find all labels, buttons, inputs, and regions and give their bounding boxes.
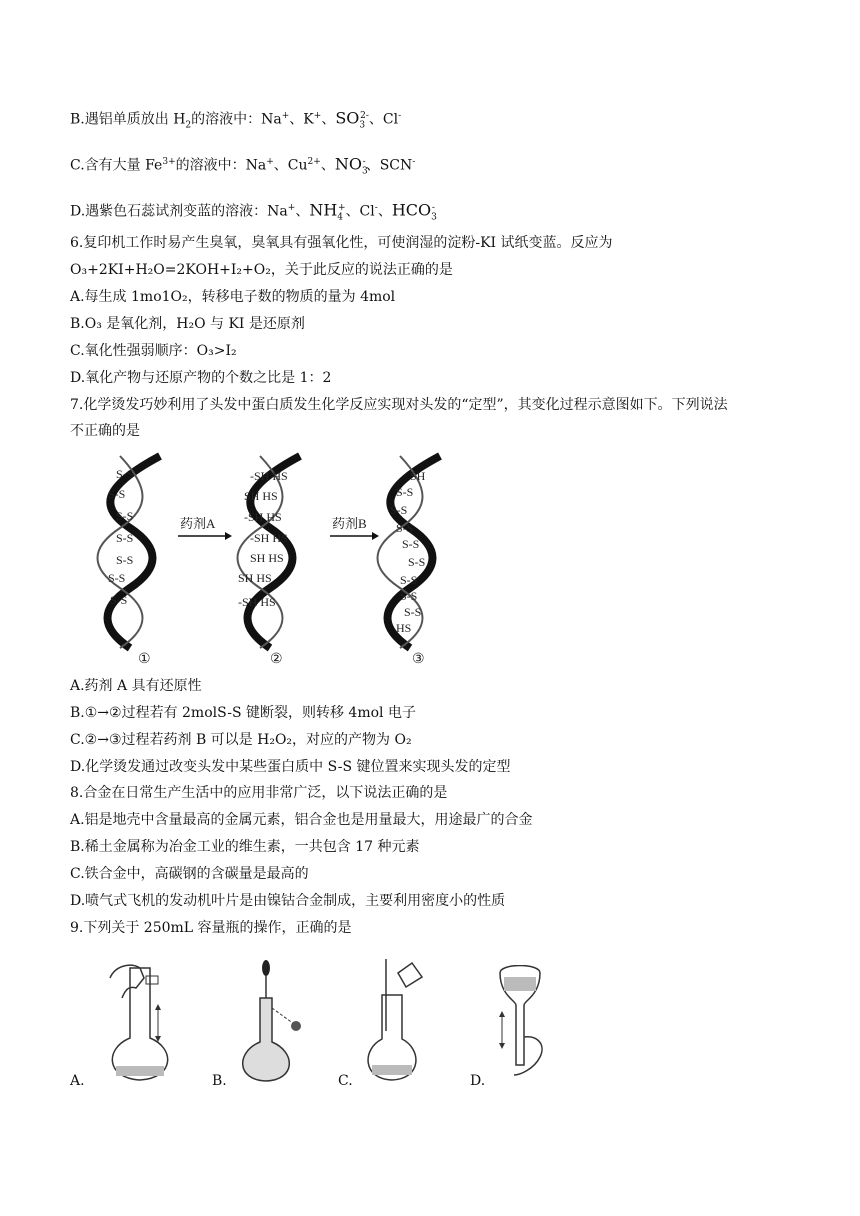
q6-option-b: B.O₃ 是氧化剂，H₂O 与 KI 是还原剂 [70, 316, 305, 332]
q6-option-d: D.氧化产物与还原产物的个数之比是 1：2 [70, 370, 332, 386]
svg-text:S-S: S-S [110, 593, 128, 607]
svg-text:S-S: S-S [116, 509, 134, 523]
svg-text:S-S: S-S [402, 537, 420, 551]
q6-option-a: A.每生成 1mo1O₂，转移电子数的物质的量为 4mol [70, 289, 396, 305]
q5-option-b: B.遇铝单质放出 $H_2$的溶液中：Na+、K+、$SO_3^{2-}$、Cl- [70, 108, 402, 131]
svg-text:S-S: S-S [396, 521, 414, 535]
svg-text:S-S: S-S [116, 531, 134, 545]
flask-option-b-image [236, 958, 316, 1084]
q7-stem-line2: 不正确的是 [70, 423, 140, 439]
agent-b-label: 药剂B [332, 516, 367, 531]
svg-text:HS: HS [396, 621, 412, 635]
q6-stem-line1: 6.复印机工作时易产生臭氧，臭氧具有强氧化性，可使润湿的淀粉-KI 试纸变蓝。反应为 [70, 235, 613, 251]
svg-text:-SH HS: -SH HS [250, 469, 288, 483]
q9-option-d-label: D. [470, 1073, 486, 1089]
q8-option-d: D.喷气式飞机的发动机叶片是由镍钴合金制成，主要利用密度小的性质 [70, 893, 506, 909]
svg-text:S-S: S-S [108, 571, 126, 585]
svg-text:S-S: S-S [408, 555, 426, 569]
svg-text:SH HS: SH HS [244, 489, 278, 503]
svg-text:S-S: S-S [400, 573, 418, 587]
q7-stem-line1: 7.化学烫发巧妙利用了头发中蛋白质发生化学反应实现对头发的“定型”，其变化过程示意图如下。下列说法 [70, 397, 728, 413]
svg-text:S-S: S-S [400, 589, 418, 603]
svg-text:SH HS: SH HS [238, 571, 272, 585]
q8-option-a: A.铝是地壳中含量最高的金属元素，铝合金也是用量最大，用途最广的合金 [70, 812, 533, 828]
svg-text:S-S: S-S [116, 553, 134, 567]
figure-label-3: ③ [412, 652, 425, 667]
q7-option-c: C.②→③过程若药剂 B 可以是 H₂O₂，对应的产物为 O₂ [70, 732, 412, 748]
agent-a-label: 药剂A [180, 516, 216, 531]
q6-option-c: C.氧化性强弱顺序：O₃>I₂ [70, 343, 237, 359]
q5-option-d: D.遇紫色石蕊试剂变蓝的溶液：Na+、$NH_4^+$、Cl-、$HCO_3^-$ [70, 200, 437, 223]
q9-option-a-label: A. [70, 1073, 85, 1089]
svg-text:S-S: S-S [116, 467, 134, 481]
flask-option-c-image [362, 955, 442, 1083]
helix-2 [238, 456, 301, 648]
q8-option-c: C.铁合金中，高碳钢的含碳量是最高的 [70, 866, 309, 882]
q6-stem-line2: O₃+2KI+H₂O=2KOH+I₂+O₂，关于此反应的说法正确的是 [70, 262, 453, 278]
svg-text:SH: SH [410, 469, 426, 483]
svg-text:S-S: S-S [108, 487, 126, 501]
q5-option-c: C.含有大量 $Fe^{3+}$的溶液中：Na+、$Cu^{2+}$、$NO_3^-$、SCN- [70, 154, 416, 177]
hair-perm-diagram [80, 448, 490, 670]
helix-1 [98, 456, 161, 648]
flask-option-a-image [100, 958, 180, 1084]
q9-option-b-label: B. [212, 1073, 227, 1089]
svg-text:S-S: S-S [396, 485, 414, 499]
q8-stem: 8.合金在日常生产生活中的应用非常广泛，以下说法正确的是 [70, 785, 448, 801]
q7-option-a: A.药剂 A 具有还原性 [70, 678, 202, 694]
q9-option-c-label: C. [338, 1073, 353, 1089]
svg-text:SH HS: SH HS [250, 551, 284, 565]
svg-text:S-S: S-S [390, 503, 408, 517]
q7-option-d: D.化学烫发通过改变头发中某些蛋白质中 S-S 键位置来实现头发的定型 [70, 759, 511, 775]
q9-stem: 9.下列关于 250mL 容量瓶的操作，正确的是 [70, 920, 352, 936]
q8-option-b: B.稀土金属称为冶金工业的维生素，一共包含 17 种元素 [70, 839, 420, 855]
svg-text:S-S: S-S [404, 605, 422, 619]
svg-text:-SH HS: -SH HS [250, 531, 288, 545]
helix-3 [378, 456, 441, 648]
q7-option-b: B.①→②过程若有 2molS-S 键断裂，则转移 4mol 电子 [70, 705, 416, 721]
figure-label-2: ② [270, 652, 283, 667]
svg-text:-SH HS: -SH HS [244, 510, 282, 524]
figure-label-1: ① [138, 652, 151, 667]
svg-text:-SH HS: -SH HS [238, 595, 276, 609]
flask-option-d-image [490, 965, 560, 1085]
